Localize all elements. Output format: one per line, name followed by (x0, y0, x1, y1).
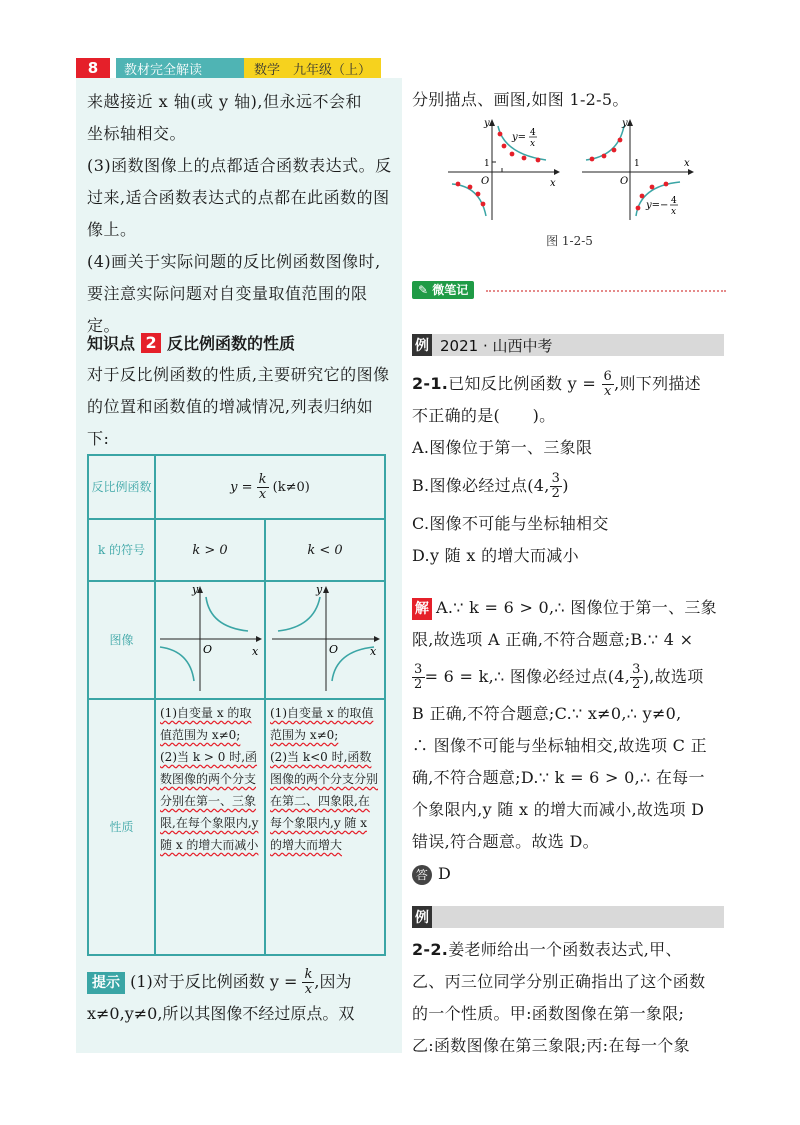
graph-y-4-over-x (446, 116, 566, 224)
frac-den: x (258, 486, 267, 502)
properties-negative (265, 699, 385, 955)
y-axis-arrow (489, 119, 495, 126)
example-1-header (412, 334, 724, 356)
x-axis-arrow (688, 169, 694, 175)
kp-label: 知识点 (87, 334, 136, 353)
y-label: y (316, 582, 323, 596)
option-b-fraction (550, 472, 563, 501)
solution-line: ∴ 图像不可能与坐标轴相交,故选项 C 正 (412, 736, 707, 755)
branch-quadrant-3 (160, 647, 194, 681)
row-label-function: 反比例函数 (88, 455, 155, 519)
question-fraction (602, 370, 615, 399)
solution-line (412, 656, 727, 698)
text-line: 来越接近 x 轴(或 y 轴),但永远不会和 (87, 92, 362, 111)
answer-block (412, 858, 727, 890)
plot-point (590, 157, 595, 162)
branch-quadrant-2 (278, 597, 320, 631)
origin-label: O (620, 176, 629, 187)
branch-quadrant-4 (332, 647, 374, 681)
option-a: A.图像位于第一、三象限 (412, 438, 593, 457)
frac-den: x (603, 384, 612, 399)
knowledge-point-heading (87, 331, 295, 354)
k-positive-cell: k > 0 (155, 519, 265, 581)
example-source: 2021 · 山西中考 (440, 336, 553, 355)
frac-num: 3 (632, 662, 641, 677)
question-text: 姜老师给出一个函数表达式,甲、 (448, 940, 682, 959)
x-axis-arrow (256, 636, 262, 642)
question-line (412, 934, 727, 966)
frac-num: k (258, 471, 267, 487)
question-line-2: 不正确的是( )。 (412, 406, 556, 425)
left-paragraph-4: (4)画关于实际问题的反比例函数图像时,要注意实际问题对自变量取值范围的限定。 (87, 252, 381, 335)
question-line: 乙、丙三位同学分别正确指出了这个函数 (412, 972, 706, 991)
properties-table (87, 454, 386, 956)
x-label: x (550, 178, 556, 189)
question-text: 已知反比例函数 y = (448, 374, 597, 393)
solution-badge: 解 (412, 598, 432, 620)
tick-label-1: 1 (634, 159, 640, 169)
property-behavior: (2)当 k > 0 时,函数图像的两个分支分别在第一、三象限,在每个象限内,y 随 x 的增大而减小 (160, 750, 259, 852)
origin-label: O (481, 176, 490, 187)
tick-label-1: 1 (484, 159, 490, 169)
solution-block (412, 592, 727, 858)
table-intro: 对于反比例函数的性质,主要研究它的图像的位置和函数值的增减情况,列表归纳如下: (87, 365, 390, 448)
curve-label-den: x (530, 139, 536, 149)
option-d: D.y 随 x 的增大而减小 (412, 546, 579, 565)
plot-point (522, 156, 527, 161)
formula-condition: (k≠0) (272, 479, 310, 495)
right-top-line: 分别描点、画图,如图 1-2-5。 (412, 90, 629, 109)
row-label-sign: k 的符号 (88, 519, 155, 581)
example-badge: 例 (412, 906, 432, 928)
solution-text: A.∵ k = 6 > 0,∴ 图像位于第一、三象 (436, 598, 717, 617)
origin-label: O (203, 642, 213, 656)
page-header (76, 58, 381, 78)
kp-number: 2 (141, 333, 161, 353)
answer-badge: 答 (412, 865, 432, 885)
question-2-1 (412, 368, 727, 572)
plot-point (650, 185, 655, 190)
option-b-point: (4, (527, 476, 550, 495)
curve-label-num: 4 (530, 128, 536, 138)
plot-point (536, 158, 541, 163)
solution-line: 确,不符合题意;D.∵ k = 6 > 0,∴ 在每一 (412, 768, 705, 787)
tip-line-1 (87, 966, 392, 998)
subject-grade: 数学 九年级（上） (244, 58, 381, 78)
frac-num: 6 (603, 369, 613, 384)
curve-label-den: x (671, 207, 677, 217)
solution-line (412, 592, 727, 624)
origin-label: O (329, 642, 339, 656)
k-negative-cell: k < 0 (265, 519, 385, 581)
pencil-icon: ✎ (418, 283, 433, 297)
y-label: y (622, 118, 628, 129)
solution-line: 限,故选项 A 正确,不符合题意;B.∵ 4 × (412, 630, 694, 649)
plot-point (640, 194, 645, 199)
question-2-2 (412, 934, 727, 1062)
tip-badge: 提示 (87, 972, 125, 994)
text-line: 坐标轴相交。 (87, 124, 187, 143)
frac-den: x (304, 982, 313, 997)
y-axis-arrow (323, 586, 329, 593)
option-b-close: ) (562, 476, 569, 495)
x-label: x (684, 158, 690, 169)
frac-den: 2 (632, 677, 641, 692)
x-label: x (252, 644, 259, 658)
option-b-text: B.图像必经过点 (412, 476, 528, 495)
y-label: y (484, 118, 490, 129)
solution-text: ),故选项 (642, 667, 704, 686)
plot-point (612, 148, 617, 153)
frac-den: 2 (414, 677, 423, 692)
question-text: ,则下列描述 (614, 374, 701, 393)
solution-text: = 6 = k,∴ 图像必经过点 (424, 667, 608, 686)
properties-positive (155, 699, 265, 955)
formula-lhs: y = (230, 479, 253, 495)
tip-block (87, 966, 392, 1030)
plot-point (602, 154, 607, 159)
curve-label-num: 4 (671, 196, 677, 206)
tip-text: ,因为 (314, 972, 352, 991)
tip-line-2: x≠0,y≠0,所以其图像不经过原点。双 (87, 1004, 355, 1023)
plot-point (636, 206, 641, 211)
property-behavior: (2)当 k<0 时,函数图像的两个分支分别在第二、四象限,在每个象限内,y 随 x 的增大而增大 (270, 750, 379, 852)
example-badge: 例 (412, 334, 432, 356)
plot-point (498, 132, 503, 137)
figure-caption: 图 1-2-5 (546, 234, 593, 248)
plot-point (456, 182, 461, 187)
row-label-properties: 性质 (88, 699, 155, 955)
plot-point (664, 182, 669, 187)
micro-notes-label: 微笔记 (432, 283, 469, 297)
kp-title: 反比例函数的性质 (167, 334, 296, 353)
plot-point (481, 202, 486, 207)
plot-point (476, 192, 481, 197)
option-c: C.图像不可能与坐标轴相交 (412, 514, 609, 533)
left-paragraph-3: (3)函数图像上的点都适合函数表达式。反过来,适合函数表达式的点都在此函数的图像上。 (87, 156, 392, 239)
solution-line: B 正确,不符合题意;C.∵ x≠0,∴ y≠0, (412, 704, 682, 723)
frac-den: 2 (551, 486, 561, 501)
solution-fraction (630, 663, 643, 692)
formula-fraction (257, 473, 269, 502)
x-axis-arrow (374, 636, 380, 642)
tip-fraction (302, 968, 314, 997)
table-row (88, 519, 385, 581)
formula-cell (155, 455, 385, 519)
frac-num: 3 (551, 471, 561, 486)
curve-label: y=− (646, 200, 669, 211)
example-2-header (412, 906, 724, 928)
curve-label: y= (512, 132, 527, 143)
graph-cell-positive (155, 581, 265, 699)
question-number: 2-2. (412, 940, 449, 959)
solution-fraction (412, 663, 425, 692)
question-number: 2-1. (412, 374, 449, 393)
question-line-1 (412, 368, 727, 400)
answer-value: D (438, 864, 452, 883)
x-axis-arrow (554, 169, 560, 175)
property-domain: (1)自变量 x 的取值范围为 x≠0; (160, 706, 252, 742)
question-line: 的一个性质。甲:函数图像在第一象限; (412, 1004, 685, 1023)
solution-line: 个象限内,y 随 x 的增大而减小,故选项 D (412, 800, 705, 819)
book-title: 教材完全解读 (116, 58, 244, 78)
page-number: 8 (76, 58, 110, 78)
plot-point (510, 152, 515, 157)
x-label: x (370, 644, 377, 658)
graph-y-neg-4-over-x (580, 116, 700, 224)
property-domain: (1)自变量 x 的取值范围为 x≠0; (270, 706, 374, 742)
solution-text: (4, (607, 667, 631, 686)
plot-point (618, 138, 623, 143)
table-row (88, 699, 385, 955)
frac-num: 3 (414, 662, 423, 677)
solution-line: 错误,符合题意。故选 D。 (412, 832, 599, 851)
branch-quadrant-1 (206, 597, 248, 631)
frac-num: k (304, 967, 313, 982)
table-row (88, 455, 385, 519)
plot-point (502, 144, 507, 149)
question-line: 乙:函数图像在第三象限;丙:在每一个象 (412, 1036, 690, 1055)
y-label: y (192, 582, 199, 596)
hyperbola-graph-negative (266, 583, 384, 695)
y-axis-arrow (627, 119, 633, 126)
left-paragraph-1 (87, 86, 392, 150)
plot-point (468, 185, 473, 190)
notes-dotted-line (486, 290, 726, 292)
option-b (412, 464, 727, 508)
tip-text: (1)对于反比例函数 y = (130, 972, 298, 991)
table-row (88, 581, 385, 699)
micro-notes-badge (412, 281, 474, 299)
graph-cell-negative (265, 581, 385, 699)
row-label-graph: 图像 (88, 581, 155, 699)
hyperbola-graph-positive (156, 583, 264, 695)
